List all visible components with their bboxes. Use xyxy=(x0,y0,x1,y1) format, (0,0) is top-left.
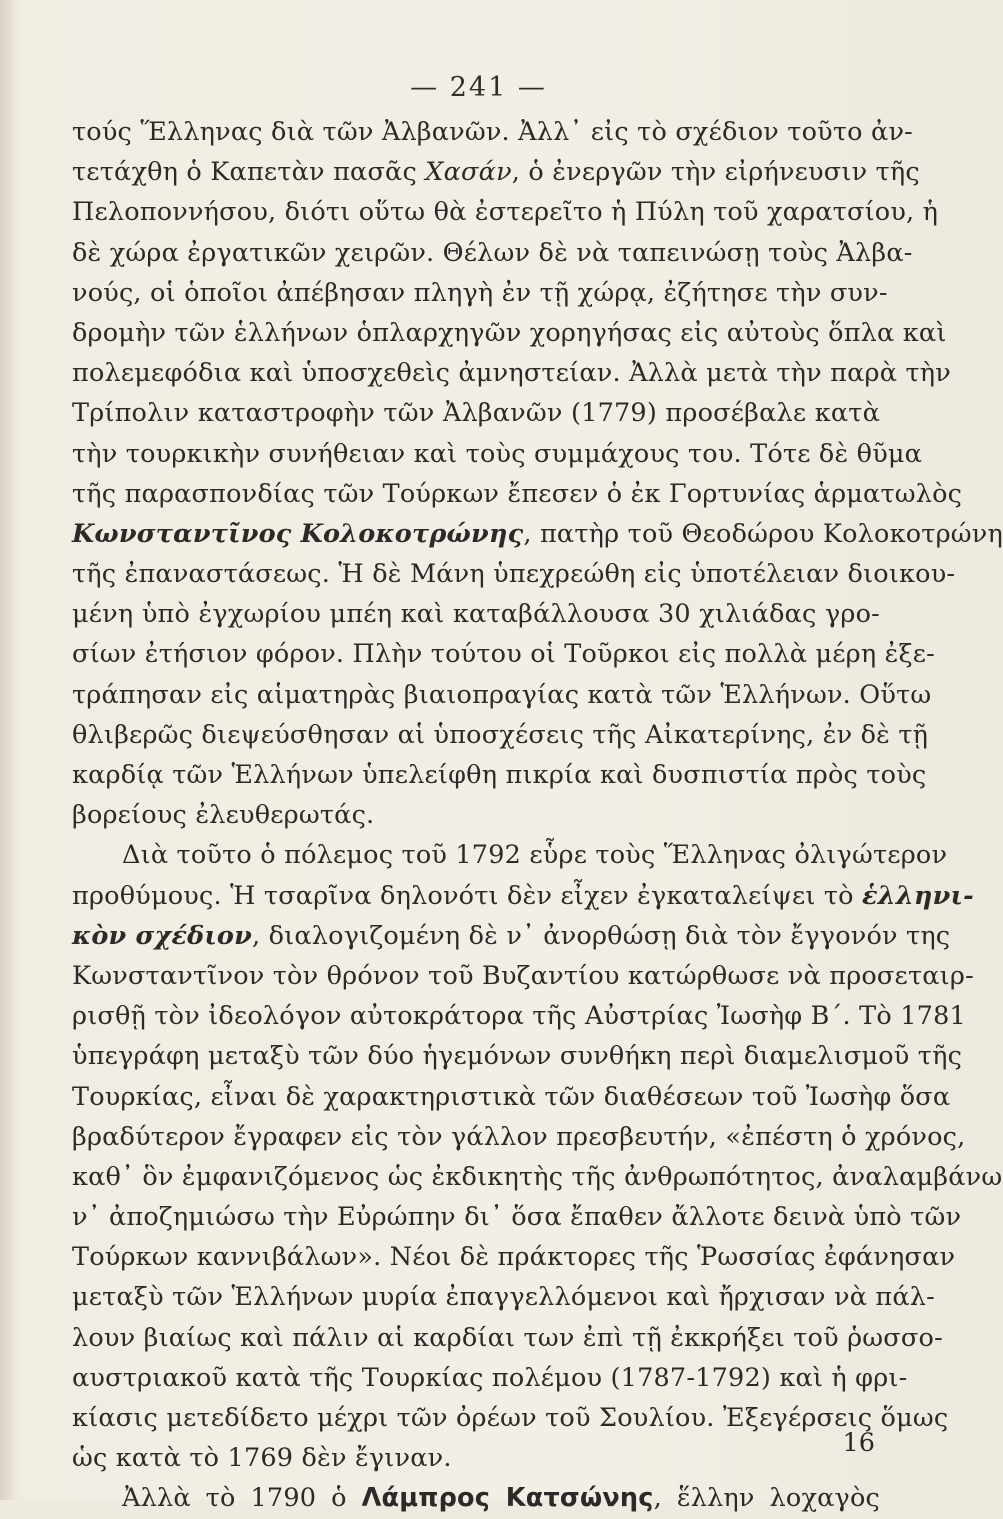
text-line xyxy=(72,876,974,916)
text-run: καθ᾽ ὃν ἐμφανιζόμενος ὡς ἐκδικητὴς τῆς ἀνθρωπότητος, ἀναλαμβάνω xyxy=(72,1161,1003,1192)
text-run: , ἕλλην λοχαγὸς xyxy=(653,1483,881,1514)
binding-edge xyxy=(0,0,14,1500)
text-run-bold-italic: Κωνσταντῖνος Κολοκοτρώνης xyxy=(72,518,524,549)
text-line xyxy=(72,755,927,795)
text-run: , ὁ ἐνεργῶν τὴν εἰρήνευσιν τῆς xyxy=(511,157,920,188)
text-line xyxy=(72,514,1003,554)
text-line xyxy=(72,594,880,634)
text-run: Πελοποννήσου, διότι οὕτω θὰ ἐστερεῖτο ἡ Πύλη τοῦ χαρατσίου, ἡ xyxy=(72,197,939,228)
text-line xyxy=(72,1197,962,1237)
text-line xyxy=(72,474,963,514)
text-run: προθύμους. Ἡ τσαρῖνα δηλονότι δὲν εἶχεν ἐγκαταλείψει τὸ xyxy=(72,880,863,911)
text-run: σίων ἐτήσιον φόρον. Πλὴν τούτου οἱ Τοῦρκοι εἰς πολλὰ μέρη ἐξε- xyxy=(72,639,935,670)
text-run: μεταξὺ τῶν Ἑλλήνων μυρία ἐπαγγελλόμενοι καὶ ἤρχισαν νὰ πάλ- xyxy=(72,1282,935,1313)
text-run: μένη ὑπὸ ἐγχωρίου μπέη καὶ καταβάλλουσα 30 χιλιάδας γρο- xyxy=(72,599,880,630)
text-line xyxy=(72,1157,1003,1197)
text-line xyxy=(72,112,913,152)
text-run: τράπησαν εἰς αἱματηρὰς βιαιοπραγίας κατὰ τῶν Ἑλλήνων. Οὕτω xyxy=(72,679,932,710)
body-text xyxy=(72,112,1003,1519)
text-run: , πατὴρ τοῦ Θεοδώρου Κολοκοτρώνη xyxy=(523,518,1003,549)
text-line xyxy=(72,1478,880,1518)
text-run: τῆς παρασπονδίας τῶν Τούρκων ἔπεσεν ὁ ἐκ Γορτυνίας ἁρματωλὸς xyxy=(72,478,963,509)
text-run: δρομὴν τῶν ἑλλήνων ὁπλαρχηγῶν χορηγήσας εἰς αὐτοὺς ὅπλα καὶ xyxy=(72,317,947,348)
text-line xyxy=(72,795,880,835)
text-line xyxy=(72,554,956,594)
text-run: ὡς κατὰ τὸ 1769 δὲν ἔγιναν. xyxy=(72,1443,452,1474)
text-run: κίασις μετεδίδετο μέχρι τῶν ὀρέων τοῦ Σουλίου. Ἐξεγέρσεις ὅμως xyxy=(72,1403,949,1433)
text-run: δὲ χώρα ἐργατικῶν χειρῶν. Θέλων δὲ νὰ ταπεινώσῃ τοὺς Ἀλβα- xyxy=(72,237,913,268)
text-line xyxy=(72,1237,956,1277)
text-line xyxy=(72,1077,951,1117)
text-run: λουν βιαίως καὶ πάλιν αἱ καρδίαι των ἐπὶ τῇ ἐκκρήξει τοῦ ῥωσσο- xyxy=(72,1322,943,1353)
text-line xyxy=(72,715,929,755)
text-run: Τρίπολιν καταστροφὴν τῶν Ἀλβανῶν (1779) προσέβαλε κατὰ xyxy=(72,398,880,429)
text-run-bold-italic: ἑλληνι- xyxy=(862,880,974,911)
text-line xyxy=(72,1277,935,1317)
text-run: Τούρκων καννιβάλων». Νέοι δὲ πράκτορες τῆς Ῥωσσίας ἐφάνησαν xyxy=(72,1242,956,1273)
text-run: βραδύτερον ἔγραφεν εἰς τὸν γάλλον πρεσβευτήν, «ἐπέστη ὁ χρόνος, xyxy=(72,1121,966,1152)
text-run: Κωνσταντῖνον τὸν θρόνον τοῦ Βυζαντίου κατώρθωσε νὰ προσεταιρ- xyxy=(72,960,974,991)
text-run: Ἀλλὰ τὸ 1790 ὁ xyxy=(122,1483,362,1514)
text-run: πολεμεφόδια καὶ ὑποσχεθεὶς ἀμνηστείαν. Ἀλλὰ μετὰ τὴν παρὰ τὴν xyxy=(72,358,951,389)
text-line xyxy=(72,1358,908,1398)
text-line xyxy=(72,1318,943,1358)
text-line xyxy=(72,996,966,1036)
text-line xyxy=(72,675,932,715)
text-line xyxy=(72,916,951,956)
text-run: νούς, οἱ ὁποῖοι ἀπέβησαν πληγὴ ἐν τῇ χώρᾳ, ἐζήτησε τὴν συν- xyxy=(72,277,888,308)
text-run: τούς Ἕλληνας διὰ τῶν Ἀλβανῶν. Ἀλλ᾽ εἰς τὸ σχέδιον τοῦτο ἀν- xyxy=(72,117,913,147)
text-run: τὴν τουρκικὴν συνήθειαν καὶ τοὺς συμμάχους του. Τότε δὲ θῦμα xyxy=(72,438,923,469)
text-line xyxy=(72,393,880,433)
text-line xyxy=(72,1117,966,1157)
text-run: ρισθῇ τὸν ἰδεολόγον αὐτοκράτορα τῆς Αὐστρίας Ἰωσὴφ Β΄. Τὸ 1781 xyxy=(72,1001,966,1032)
text-run: Τουρκίας, εἶναι δὲ χαρακτηριστικὰ τῶν διαθέσεων τοῦ Ἰωσὴφ ὅσα xyxy=(72,1081,951,1112)
text-run-bold-name: Λάμπρος Κατσώνης xyxy=(361,1483,654,1514)
text-line xyxy=(72,1036,963,1076)
text-line xyxy=(72,1438,880,1478)
text-run: βορείους ἐλευθερωτάς. xyxy=(72,800,375,831)
text-line xyxy=(72,192,939,232)
text-run: θλιβερῶς διεψεύσθησαν αἱ ὑποσχέσεις τῆς Αἰκατερίνης, ἐν δὲ τῇ xyxy=(72,719,929,750)
text-line xyxy=(72,152,920,192)
text-run: ὑπεγράφη μεταξὺ τῶν δύο ἡγεμόνων συνθήκη περὶ διαμελισμοῦ τῆς xyxy=(72,1041,963,1072)
text-run: ν᾽ ἀποζημιώσω τὴν Εὐρώπην δι᾽ ὅσα ἔπαθεν ἄλλοτε δεινὰ ὑπὸ τῶν xyxy=(72,1202,962,1233)
text-run: αυστριακοῦ κατὰ τῆς Τουρκίας πολέμου (1787-1792) καὶ ἡ φρι- xyxy=(72,1362,908,1393)
text-line xyxy=(72,434,923,474)
text-line xyxy=(72,273,888,313)
text-run: Διὰ τοῦτο ὁ πόλεμος τοῦ 1792 εὗρε τοὺς Ἕλληνας ὀλιγώτερον xyxy=(122,840,948,871)
text-run-bold-italic: κὸν σχέδιον xyxy=(72,920,253,951)
text-run: καρδίᾳ τῶν Ἑλλήνων ὑπελείφθη πικρία καὶ δυσπιστία πρὸς τοὺς xyxy=(72,760,927,790)
text-run: τετάχθη ὁ Καπετὰν πασᾶς xyxy=(72,157,426,188)
text-line xyxy=(72,313,947,353)
signature-mark: 16 xyxy=(842,1428,875,1458)
page-number-header: — 241 — xyxy=(410,72,547,103)
text-line xyxy=(72,1398,949,1438)
text-line xyxy=(72,233,913,273)
text-run: , διαλογιζομένη δὲ ν᾽ ἀνορθώσῃ διὰ τὸν ἔγγονόν της xyxy=(252,920,951,951)
text-line xyxy=(72,956,974,996)
text-run: τῆς ἐπαναστάσεως. Ἡ δὲ Μάνη ὑπεχρεώθη εἰς ὑποτέλειαν διοικου- xyxy=(72,559,956,590)
text-line xyxy=(72,353,951,393)
text-line xyxy=(72,835,948,875)
text-run-italic: Χασάν xyxy=(425,157,512,188)
text-line xyxy=(72,634,935,674)
